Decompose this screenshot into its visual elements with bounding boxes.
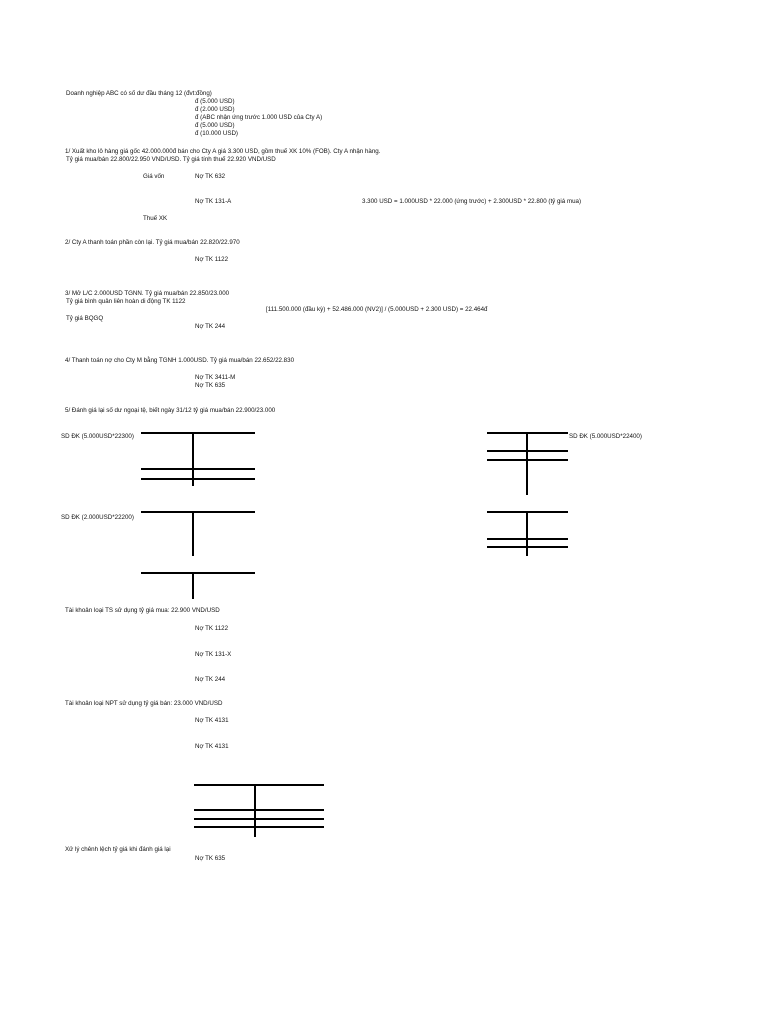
xl-no-635: Nợ TK 635 xyxy=(195,855,226,862)
q1-line-2: Tỷ giá mua/bán 22.800/22.950 VND/USD. Tỷ giá tính thuế 22.920 VND/USD xyxy=(66,156,276,163)
q2-no-1122: Nợ TK 1122 xyxy=(195,256,229,263)
t-account-left-1-line-a xyxy=(141,468,255,470)
xl-line: Xử lý chênh lệch tỷ giá khi đánh giá lại xyxy=(65,846,171,853)
t-account-right-2-divider xyxy=(526,511,528,556)
sd-left-1: SD ĐK (5.000USD*22300) xyxy=(61,433,134,440)
t-account-right-2-line-a xyxy=(487,538,568,540)
q3-line-2: Tỷ giá bình quân liên hoàn di động TK 1122 xyxy=(66,298,186,305)
sd-right-1: SD ĐK (5.000USD*22400) xyxy=(569,433,642,440)
balance-line-3: đ (ABC nhận ứng trước 1.000 USD của Cty A) xyxy=(195,114,323,121)
q4-line: 4/ Thanh toán nợ cho Cty M bằng TGNH 1.000USD. Tỷ giá mua/bán 22.652/22.830 xyxy=(65,357,295,364)
npt-no-4131-b: Nợ TK 4131 xyxy=(195,743,229,750)
sd-left-2: SD ĐK (2.000USD*22200) xyxy=(61,514,134,521)
q1-gia-von: Giá vốn xyxy=(143,173,165,180)
npt-no-4131-a: Nợ TK 4131 xyxy=(195,717,229,724)
t-account-right-1-line-a xyxy=(487,450,568,452)
intro-line: Doanh nghiệp ABC có số dư đầu tháng 12 (đvt:đồng) xyxy=(66,90,212,97)
q3-no-244: Nợ TK 244 xyxy=(195,323,226,330)
q3-formula: [111.500.000 (đầu kỳ) + 52.486.000 (NV2)] / (5.000USD + 2.300 USD) = 22.464đ xyxy=(266,306,488,313)
q1-no-632: Nợ TK 632 xyxy=(195,173,226,180)
ts-line: Tài khoản loại TS sử dụng tỷ giá mua: 22.900 VND/USD xyxy=(65,607,220,614)
q4-no-635: Nợ TK 635 xyxy=(195,382,226,389)
t-account-left-2-divider xyxy=(192,511,194,556)
q1-thue-xk: Thuế XK xyxy=(143,215,168,222)
t-account-left-1-line-b xyxy=(141,478,255,480)
t-account-right-1-divider xyxy=(526,432,528,495)
t-account-left-3-top xyxy=(141,572,255,574)
q5-line: 5/ Đánh giá lại số dư ngoại tệ, biết ngày 31/12 tỷ giá mua/bán 22.900/23.000 xyxy=(65,407,276,414)
t-account-right-2-line-b xyxy=(487,546,568,548)
q1-line-1: 1/ Xuất kho lô hàng giá gốc 42.000.000đ bán cho Cty A giá 3.300 USD, gồm thuế XK 10% (FOB). Cty A nhận hàng. xyxy=(65,148,381,155)
q1-formula: 3.300 USD = 1.000USD * 22.000 (ứng trước) + 2.300USD * 22.800 (tỷ giá mua) xyxy=(362,198,582,205)
balance-line-1: đ (5.000 USD) xyxy=(195,98,235,105)
npt-line: Tài khoản loại NPT sử dụng tỷ giá bán: 23.000 VND/USD xyxy=(65,700,223,707)
t-account-left-1-top xyxy=(141,432,255,434)
q1-no-131a: Nợ TK 131-A xyxy=(195,198,232,205)
balance-line-4: đ (5.000 USD) xyxy=(195,122,235,129)
t-account-left-3-divider xyxy=(192,572,194,599)
ts-no-244: Nợ TK 244 xyxy=(195,676,226,683)
t-account-right-1-line-b xyxy=(487,459,568,461)
q4-no-3411m: Nợ TK 3411-M xyxy=(195,374,236,381)
q2-line: 2/ Cty A thanh toán phần còn lại. Tỷ giá mua/bán 22.820/22.970 xyxy=(65,239,240,246)
t-account-bottom-line-b xyxy=(194,818,324,820)
t-account-bottom-line-a xyxy=(194,809,324,811)
t-account-bottom-top xyxy=(194,784,324,786)
q3-line-1: 3/ Mở L/C 2.000USD TGNN. Tỷ giá mua/bán 22.850/23.000 xyxy=(65,290,230,297)
q3-bqgq: Tỷ giá BQGQ xyxy=(66,315,104,322)
ts-no-1122: Nợ TK 1122 xyxy=(195,625,229,632)
t-account-left-2-top xyxy=(141,511,255,513)
t-account-bottom-line-c xyxy=(194,826,324,828)
ts-no-131x: Nợ TK 131-X xyxy=(195,651,232,658)
balance-line-2: đ (2.000 USD) xyxy=(195,106,235,113)
balance-line-5: đ (10.000 USD) xyxy=(195,130,238,137)
